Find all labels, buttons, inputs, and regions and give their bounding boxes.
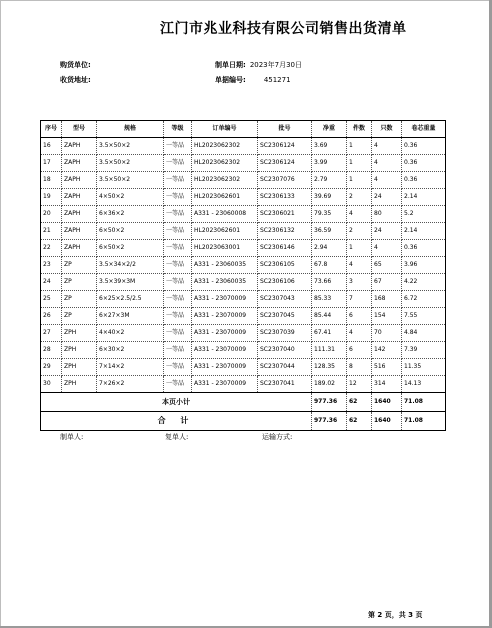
cell-pieces: 3: [347, 274, 372, 291]
cell-spec: 6×36×2: [97, 206, 164, 223]
cell-core-weight: 4.84: [402, 325, 446, 342]
cell-batch-no: SC2306124: [258, 138, 312, 155]
cell-pieces: 1: [347, 172, 372, 189]
cell-core-weight: 0.36: [402, 138, 446, 155]
cell-net-weight: 85.44: [312, 308, 347, 325]
cell-spec: 4×40×2: [97, 325, 164, 342]
table-row: [41, 189, 446, 206]
cell-net-weight: 79.35: [312, 206, 347, 223]
cell-core-weight: 11.35: [402, 359, 446, 376]
receive-address-label: 收货地址:: [60, 76, 91, 84]
table-row: [41, 257, 446, 274]
cell-index: 17: [41, 155, 62, 172]
table-row: [41, 206, 446, 223]
page-border-left: [0, 0, 1, 628]
cell-count: 67: [372, 274, 402, 291]
buyer-field: [60, 60, 91, 70]
cell-count: 70: [372, 325, 402, 342]
cell-index: 27: [41, 325, 62, 342]
cell-core-weight: 3.96: [402, 257, 446, 274]
cell-core-weight: 7.39: [402, 342, 446, 359]
receive-address-field: [60, 75, 91, 85]
cell-order-no: HL2023062302: [192, 138, 258, 155]
cell-index: 30: [41, 376, 62, 393]
table-row: [41, 274, 446, 291]
cell-batch-no: SC2306133: [258, 189, 312, 206]
cell-grade: 一等品: [164, 291, 192, 308]
cell-spec: 3.5×50×2: [97, 155, 164, 172]
table-row: [41, 342, 446, 359]
cell-batch-no: SC2307039: [258, 325, 312, 342]
total-label: 合 计: [41, 412, 312, 431]
cell-pieces: 1: [347, 240, 372, 257]
cell-batch-no: SC2306106: [258, 274, 312, 291]
cell-batch-no: SC2307040: [258, 342, 312, 359]
cell-pieces: 7: [347, 291, 372, 308]
cell-pieces: 8: [347, 359, 372, 376]
cell-spec: 7×14×2: [97, 359, 164, 376]
table-row: [41, 291, 446, 308]
cell-model: ZP: [62, 274, 97, 291]
cell-index: 28: [41, 342, 62, 359]
cell-count: 24: [372, 189, 402, 206]
cell-order-no: HL2023062601: [192, 223, 258, 240]
cell-spec: 6×27×3M: [97, 308, 164, 325]
date-field: [215, 60, 302, 70]
cell-model: ZAPH: [62, 189, 97, 206]
table-header-row: [41, 121, 446, 138]
cell-index: 18: [41, 172, 62, 189]
table-row: [41, 155, 446, 172]
cell-core-weight: 6.72: [402, 291, 446, 308]
cell-batch-no: SC2306146: [258, 240, 312, 257]
column-header-model: 型号: [62, 121, 97, 138]
cell-net-weight: 36.59: [312, 223, 347, 240]
cell-net-weight: 3.69: [312, 138, 347, 155]
cell-index: 25: [41, 291, 62, 308]
cell-grade: 一等品: [164, 342, 192, 359]
cell-core-weight: 2.14: [402, 189, 446, 206]
cell-order-no: A331 - 23070009: [192, 376, 258, 393]
total-count: 1640: [372, 412, 402, 431]
cell-batch-no: SC2306105: [258, 257, 312, 274]
cell-index: 23: [41, 257, 62, 274]
cell-batch-no: SC2307041: [258, 376, 312, 393]
column-header-batch-no: 批号: [258, 121, 312, 138]
cell-batch-no: SC2307044: [258, 359, 312, 376]
cell-spec: 6×25×2.5/2.5: [97, 291, 164, 308]
cell-count: 4: [372, 240, 402, 257]
cell-pieces: 6: [347, 342, 372, 359]
cell-count: 4: [372, 172, 402, 189]
cell-pieces: 12: [347, 376, 372, 393]
subtotal-pieces: 62: [347, 393, 372, 412]
cell-count: 24: [372, 223, 402, 240]
cell-grade: 一等品: [164, 172, 192, 189]
cell-model: ZP: [62, 291, 97, 308]
total-row: [41, 412, 446, 431]
cell-net-weight: 128.35: [312, 359, 347, 376]
cell-batch-no: SC2306021: [258, 206, 312, 223]
cell-batch-no: SC2307043: [258, 291, 312, 308]
cell-net-weight: 39.69: [312, 189, 347, 206]
cell-model: ZPH: [62, 359, 97, 376]
cell-pieces: 1: [347, 138, 372, 155]
cell-order-no: A331 - 23060035: [192, 257, 258, 274]
cell-net-weight: 2.79: [312, 172, 347, 189]
cell-net-weight: 2.94: [312, 240, 347, 257]
cell-spec: 6×50×2: [97, 223, 164, 240]
cell-order-no: A331 - 23070009: [192, 342, 258, 359]
subtotal-row: [41, 393, 446, 412]
total-pieces: 62: [347, 412, 372, 431]
date-label: 制单日期:: [215, 61, 246, 69]
cell-grade: 一等品: [164, 240, 192, 257]
cell-count: 516: [372, 359, 402, 376]
cell-spec: 7×26×2: [97, 376, 164, 393]
cell-net-weight: 67.41: [312, 325, 347, 342]
cell-batch-no: SC2307076: [258, 172, 312, 189]
column-header-order-no: 订单编号: [192, 121, 258, 138]
cell-index: 22: [41, 240, 62, 257]
cell-index: 21: [41, 223, 62, 240]
cell-spec: 6×30×2: [97, 342, 164, 359]
doc-number-field: [215, 75, 291, 85]
cell-model: ZP: [62, 308, 97, 325]
cell-count: 314: [372, 376, 402, 393]
table-row: [41, 325, 446, 342]
cell-net-weight: 73.66: [312, 274, 347, 291]
cell-order-no: A331 - 23070009: [192, 291, 258, 308]
cell-pieces: 4: [347, 257, 372, 274]
cell-model: ZP: [62, 257, 97, 274]
cell-model: ZAPH: [62, 172, 97, 189]
table-row: [41, 138, 446, 155]
cell-core-weight: 0.36: [402, 155, 446, 172]
cell-count: 65: [372, 257, 402, 274]
cell-model: ZAPH: [62, 138, 97, 155]
cell-order-no: HL2023062302: [192, 172, 258, 189]
cell-count: 4: [372, 155, 402, 172]
cell-core-weight: 7.55: [402, 308, 446, 325]
table-row: [41, 308, 446, 325]
table-row: [41, 172, 446, 189]
cell-net-weight: 3.99: [312, 155, 347, 172]
cell-model: ZPH: [62, 342, 97, 359]
cell-spec: 3.5×34×2/2: [97, 257, 164, 274]
cell-net-weight: 67.8: [312, 257, 347, 274]
column-header-net-weight: 净重: [312, 121, 347, 138]
cell-model: ZAPH: [62, 206, 97, 223]
cell-order-no: HL2023062302: [192, 155, 258, 172]
column-header-grade: 等级: [164, 121, 192, 138]
column-header-core-weight: 卷芯重量: [402, 121, 446, 138]
date-value: 2023年7月30日: [249, 61, 302, 69]
shipment-table: [40, 120, 446, 431]
cell-pieces: 2: [347, 189, 372, 206]
page-indicator: 第 2 页，共 3 页: [368, 611, 423, 619]
cell-grade: 一等品: [164, 359, 192, 376]
cell-count: 80: [372, 206, 402, 223]
cell-grade: 一等品: [164, 138, 192, 155]
cell-count: 142: [372, 342, 402, 359]
column-header-count: 只数: [372, 121, 402, 138]
cell-core-weight: 0.36: [402, 240, 446, 257]
doc-number-value: 451271: [263, 76, 291, 84]
buyer-label: 购货单位:: [60, 61, 91, 69]
subtotal-core-weight: 71.08: [402, 393, 446, 412]
cell-order-no: A331 - 23070009: [192, 359, 258, 376]
cell-pieces: 4: [347, 206, 372, 223]
cell-spec: 6×50×2: [97, 240, 164, 257]
cell-spec: 4×50×2: [97, 189, 164, 206]
cell-index: 24: [41, 274, 62, 291]
cell-net-weight: 189.02: [312, 376, 347, 393]
cell-grade: 一等品: [164, 376, 192, 393]
cell-core-weight: 14.13: [402, 376, 446, 393]
cell-index: 26: [41, 308, 62, 325]
cell-index: 20: [41, 206, 62, 223]
cell-model: ZPH: [62, 376, 97, 393]
cell-grade: 一等品: [164, 223, 192, 240]
column-header-spec: 规格: [97, 121, 164, 138]
cell-batch-no: SC2306132: [258, 223, 312, 240]
cell-model: ZAPH: [62, 155, 97, 172]
total-net-weight: 977.36: [312, 412, 347, 431]
cell-count: 168: [372, 291, 402, 308]
column-header-index: 序号: [41, 121, 62, 138]
cell-grade: 一等品: [164, 206, 192, 223]
cell-count: 154: [372, 308, 402, 325]
total-core-weight: 71.08: [402, 412, 446, 431]
cell-grade: 一等品: [164, 257, 192, 274]
cell-net-weight: 85.33: [312, 291, 347, 308]
cell-grade: 一等品: [164, 274, 192, 291]
cell-index: 29: [41, 359, 62, 376]
reviewer-signature-field: 复单人:: [165, 433, 189, 441]
table-row: [41, 240, 446, 257]
cell-net-weight: 111.31: [312, 342, 347, 359]
cell-model: ZAPH: [62, 240, 97, 257]
table-row: [41, 359, 446, 376]
cell-order-no: A331 - 23060035: [192, 274, 258, 291]
cell-grade: 一等品: [164, 325, 192, 342]
shipping-method-field: 运输方式:: [262, 433, 293, 441]
cell-core-weight: 5.2: [402, 206, 446, 223]
cell-model: ZPH: [62, 325, 97, 342]
cell-index: 16: [41, 138, 62, 155]
cell-order-no: A331 - 23060008: [192, 206, 258, 223]
cell-spec: 3.5×50×2: [97, 172, 164, 189]
cell-order-no: HL2023063001: [192, 240, 258, 257]
subtotal-net-weight: 977.36: [312, 393, 347, 412]
document-title: 江门市兆业科技有限公司销售出货清单: [160, 21, 407, 37]
cell-pieces: 2: [347, 223, 372, 240]
subtotal-count: 1640: [372, 393, 402, 412]
column-header-pieces: 件数: [347, 121, 372, 138]
cell-grade: 一等品: [164, 155, 192, 172]
cell-core-weight: 4.22: [402, 274, 446, 291]
maker-signature-field: 制单人:: [60, 433, 84, 441]
cell-count: 4: [372, 138, 402, 155]
cell-order-no: A331 - 23070009: [192, 325, 258, 342]
cell-spec: 3.5×39×3M: [97, 274, 164, 291]
cell-batch-no: SC2307045: [258, 308, 312, 325]
cell-index: 19: [41, 189, 62, 206]
table-row: [41, 376, 446, 393]
cell-core-weight: 2.14: [402, 223, 446, 240]
cell-order-no: HL2023062601: [192, 189, 258, 206]
subtotal-label: 本页小计: [41, 393, 312, 412]
cell-grade: 一等品: [164, 189, 192, 206]
cell-grade: 一等品: [164, 308, 192, 325]
cell-spec: 3.5×50×2: [97, 138, 164, 155]
page-border-top: [0, 0, 492, 1]
cell-batch-no: SC2306124: [258, 155, 312, 172]
cell-pieces: 1: [347, 155, 372, 172]
table-row: [41, 223, 446, 240]
doc-number-label: 单据编号:: [215, 76, 246, 84]
cell-pieces: 6: [347, 308, 372, 325]
cell-pieces: 4: [347, 325, 372, 342]
cell-order-no: A331 - 23070009: [192, 308, 258, 325]
cell-core-weight: 0.36: [402, 172, 446, 189]
cell-model: ZAPH: [62, 223, 97, 240]
